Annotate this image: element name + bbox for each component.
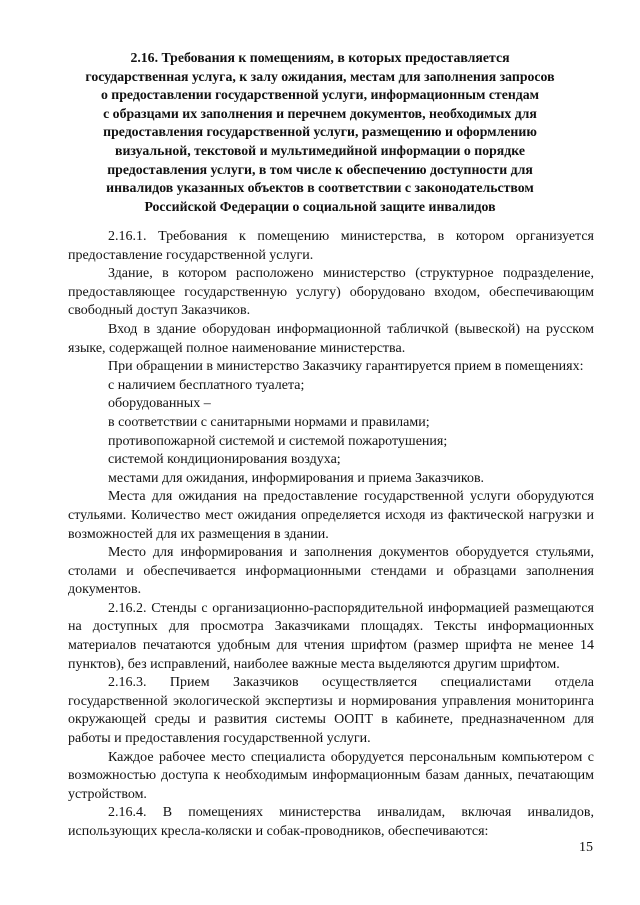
list-item: в соответствии с санитарными нормами и правилами; xyxy=(108,414,430,430)
heading-line: о предоставлении государственной услуги, информационным стендам xyxy=(100,87,540,103)
paragraph-2-16-2: 2.16.2. Стенды с организационно-распорядительной информацией размещаются на доступных для просмотра Заказчиками площадях. Тексты информационных материалов печатаются удобным для чтения шрифтом (размер шрифта не менее 14 пунктов), без исправлений, наиболее важные места выделяются другим шрифтом. xyxy=(68,600,594,672)
paragraph-entrance: Вход в здание оборудован информационной табличкой (вывеской) на русском языке, содержащей полное наименование министерства. xyxy=(68,321,594,356)
list-item: противопожарной системой и системой пожаротушения; xyxy=(108,433,448,449)
heading-line: предоставления услуги, в том числе к обеспечению доступности для xyxy=(107,161,533,177)
heading-line: с образцами их заполнения и перечнем документов, необходимых для xyxy=(103,105,537,121)
list-item: с наличием бесплатного туалета; xyxy=(108,377,305,393)
paragraph-2-16-3: 2.16.3. Прием Заказчиков осуществляется специалистами отдела государственной экологической экспертизы и нормирования управления мониторинга окружающей среды и развития системы ООПТ в кабинете, предназначенном для работы и предоставления государственной услуги. xyxy=(68,675,594,747)
page-number: 15 xyxy=(579,840,593,855)
paragraph-building: Здание, в котором расположено министерство (структурное подразделение, предоставляющее государственную услугу) оборудовано входом, обеспечивающим свободный доступ Заказчиков. xyxy=(68,266,594,319)
paragraph-info-place: Место для информирования и заполнения документов оборудуется стульями, столами и обеспечивается информационными стендами и образцами заполнения документов. xyxy=(68,545,594,598)
list-item: системой кондиционирования воздуха; xyxy=(108,452,341,468)
heading-line: визуальной, текстовой и мультимедийной информации о порядке xyxy=(115,142,525,158)
heading-line: государственная услуга, к залу ожидания, местам для заполнения запросов xyxy=(85,68,555,84)
paragraph-2-16-4: 2.16.4. В помещениях министерства инвалидам, включая инвалидов, использующих кресла-коляски и собак-проводников, обеспечиваются: xyxy=(68,805,594,839)
heading-line: Российской Федерации о социальной защите инвалидов xyxy=(144,198,496,214)
heading-line: предоставления государственной услуги, размещению и оформлению xyxy=(103,124,537,140)
document-body xyxy=(68,228,594,842)
paragraph-workplace: Каждое рабочее место специалиста оборудуется персональным компьютером с возможностью доступа к необходимым информационным базам данных, печатающим устройством. xyxy=(68,749,594,802)
list-item: местами для ожидания, информирования и приема Заказчиков. xyxy=(108,470,485,486)
heading-line: инвалидов указанных объектов в соответствии с законодательством xyxy=(106,180,534,196)
paragraph-waiting-places: Места для ожидания на предоставление государственной услуги оборудуются стульями. Количество мест ожидания определяется исходя из фактической нагрузки и возможностей для их размещения в здании. xyxy=(68,489,594,542)
heading-line: 2.16. Требования к помещениям, в которых предоставляется xyxy=(130,50,510,65)
paragraph-reception: При обращении в министерство Заказчику гарантируется прием в помещениях: xyxy=(108,359,584,375)
paragraph-2-16-1: 2.16.1. Требования к помещению министерства, в котором организуется предоставление государственной услуги. xyxy=(68,229,594,263)
list-item: оборудованных – xyxy=(108,396,211,412)
section-heading xyxy=(62,49,578,216)
